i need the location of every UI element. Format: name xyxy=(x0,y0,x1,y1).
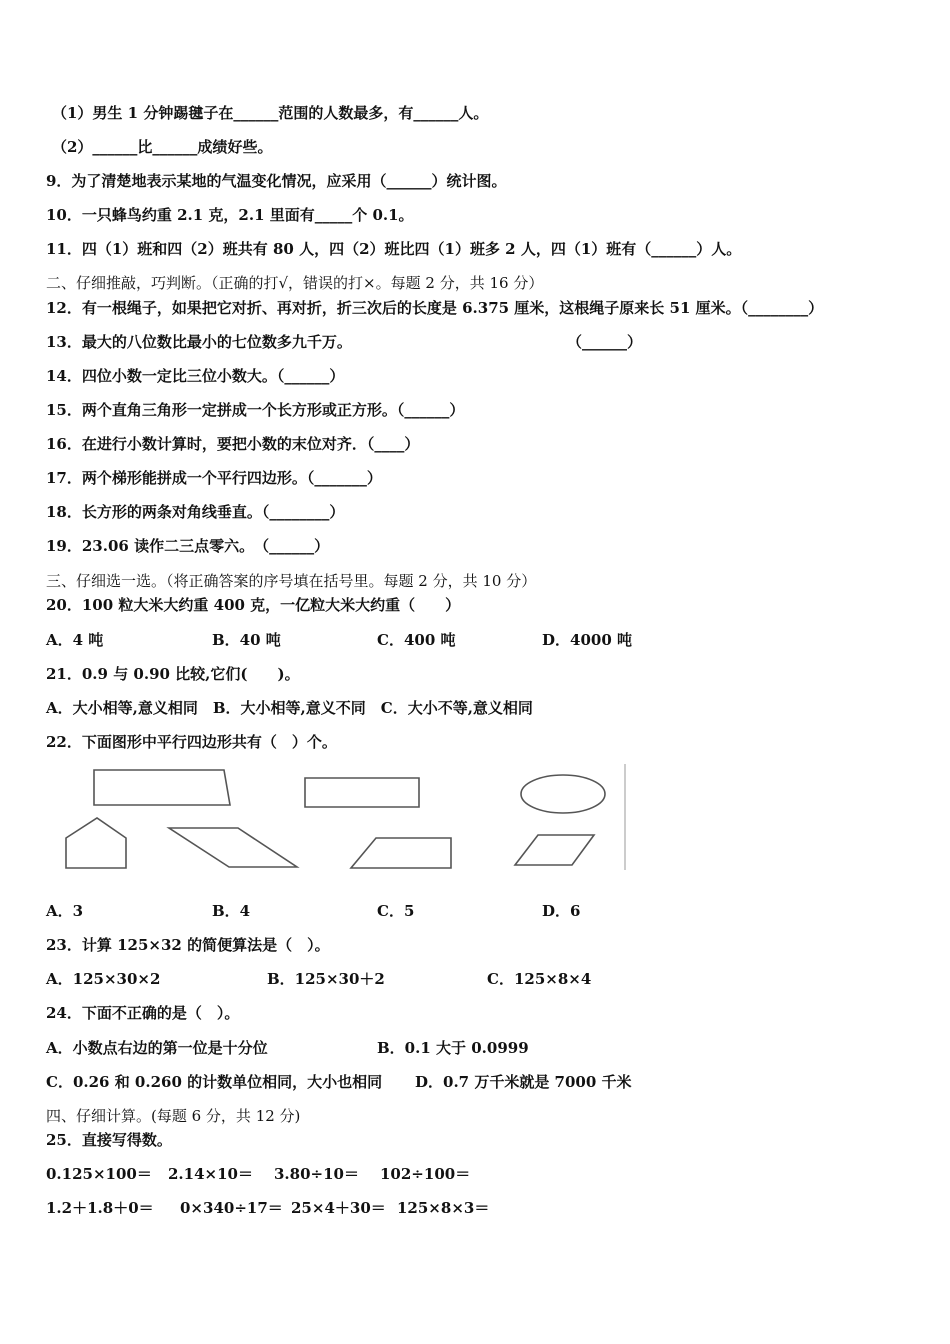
pentagon-shape xyxy=(66,818,126,868)
q22-option-a: A．3 xyxy=(46,902,84,920)
question-20: 20．100 粒大米大约重 400 克，一亿粒大米大约重（ ） xyxy=(46,596,461,614)
question-9: 9．为了清楚地表示某地的气温变化情况，应采用（______）统计图。 xyxy=(46,172,507,190)
q20-option-b: B．40 吨 xyxy=(212,631,281,649)
q23-option-a: A．125×30×2 xyxy=(46,970,161,988)
question-10: 10．一只蜂鸟约重 2.1 克，2.1 里面有_____个 0.1。 xyxy=(46,206,414,224)
parallelogram-shape-1 xyxy=(169,828,297,867)
question-13-blank: （______） xyxy=(567,333,643,351)
ellipse-shape xyxy=(521,775,605,813)
question-11: 11．四（1）班和四（2）班共有 80 人，四（2）班比四（1）班多 2 人，四（1）班有（______）人。 xyxy=(46,240,742,258)
q24-option-a: A．小数点右边的第一位是十分位 xyxy=(46,1039,268,1057)
question-24: 24．下面不正确的是（ ）。 xyxy=(46,1004,240,1022)
section-4-heading: 四、仔细计算。(每题 6 分，共 12 分) xyxy=(46,1107,301,1125)
q8-part1: （1）男生 1 分钟踢毽子在______范围的人数最多，有______人。 xyxy=(52,104,489,122)
calc-item: 1.2＋1.8＋0＝ xyxy=(46,1199,154,1217)
q21-options: A．大小相等,意义相同 B．大小相等,意义不同 C．大小不等,意义相同 xyxy=(46,699,533,717)
question-23: 23．计算 125×32 的简便算法是（ ）。 xyxy=(46,936,330,954)
q24-option-d: D．0.7 万千米就是 7000 千米 xyxy=(415,1073,632,1091)
q22-option-d: D．6 xyxy=(542,902,581,920)
question-19: 19．23.06 读作二三点零六。 （______） xyxy=(46,537,330,555)
q24-option-b: B．0.1 大于 0.0999 xyxy=(377,1039,529,1057)
q22-option-b: B．4 xyxy=(212,902,251,920)
shapes-figure xyxy=(55,760,635,875)
q24-option-c: C．0.26 和 0.260 的计数单位相同，大小也相同 xyxy=(46,1073,383,1091)
calc-item: 2.14×10＝ xyxy=(168,1165,253,1183)
q20-option-d: D．4000 吨 xyxy=(542,631,632,649)
question-15: 15．两个直角三角形一定拼成一个长方形或正方形。（______） xyxy=(46,401,465,419)
parallelogram-shape-2 xyxy=(351,838,451,868)
q22-option-c: C．5 xyxy=(377,902,415,920)
q20-option-a: A．4 吨 xyxy=(46,631,104,649)
q23-option-c: C．125×8×4 xyxy=(487,970,592,988)
question-21: 21．0.9 与 0.90 比较,它们( )。 xyxy=(46,665,300,683)
q23-option-b: B．125×30＋2 xyxy=(267,970,385,988)
section-2-heading: 二、仔细推敲，巧判断。（正确的打√，错误的打×。每题 2 分，共 16 分） xyxy=(46,274,544,292)
question-18: 18．长方形的两条对角线垂直。（________） xyxy=(46,503,345,521)
question-16: 16．在进行小数计算时，要把小数的末位对齐．（____） xyxy=(46,435,420,453)
q8-part2: （2）______比______成绩好些。 xyxy=(52,138,273,156)
q20-option-c: C．400 吨 xyxy=(377,631,456,649)
calc-item: 125×8×3＝ xyxy=(397,1199,490,1217)
question-22: 22．下面图形中平行四边形共有（ ）个。 xyxy=(46,733,337,751)
section-3-heading: 三、仔细选一选。（将正确答案的序号填在括号里。每题 2 分，共 10 分） xyxy=(46,572,537,590)
calc-item: 25×4＋30＝ xyxy=(291,1199,386,1217)
calc-item: 3.80÷10＝ xyxy=(274,1165,359,1183)
rectangle-shape xyxy=(305,778,419,807)
parallelogram-shape-3 xyxy=(515,835,594,865)
question-17: 17．两个梯形能拼成一个平行四边形。（_______） xyxy=(46,469,382,487)
calc-item: 102÷100＝ xyxy=(380,1165,471,1183)
trapezoid-shape xyxy=(94,770,230,805)
calc-item: 0×340÷17＝ xyxy=(180,1199,283,1217)
calc-item: 0.125×100＝ xyxy=(46,1165,152,1183)
question-14: 14．四位小数一定比三位小数大。（______） xyxy=(46,367,345,385)
question-25: 25．直接写得数。 xyxy=(46,1131,172,1149)
question-13: 13．最大的八位数比最小的七位数多九千万。 xyxy=(46,333,352,351)
question-12: 12．有一根绳子，如果把它对折、再对折，折三次后的长度是 6.375 厘米，这根绳子原来长 51 厘米。（________） xyxy=(46,299,824,317)
